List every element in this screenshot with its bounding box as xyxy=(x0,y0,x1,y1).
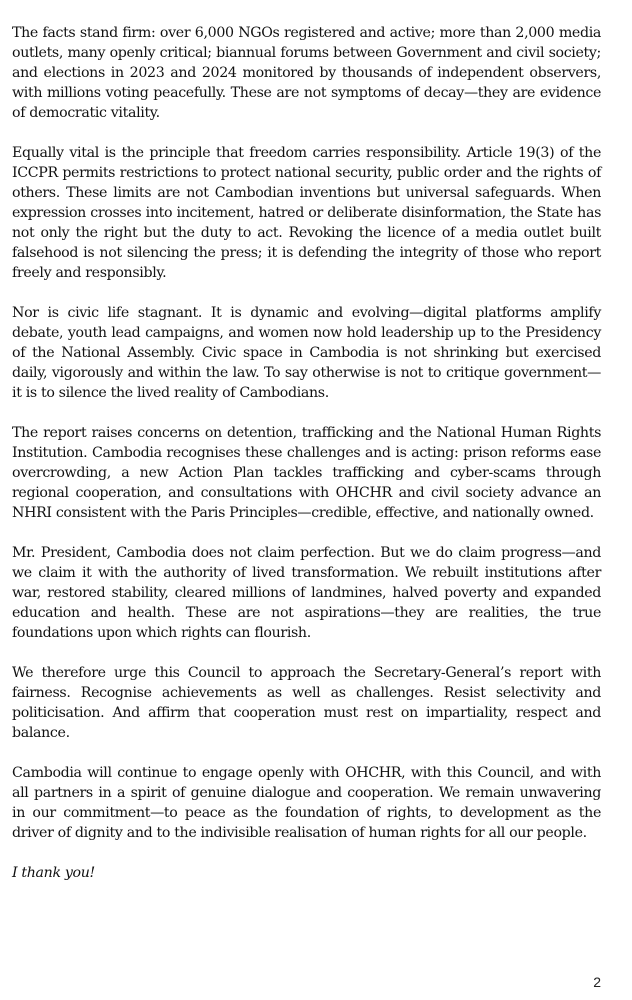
page-number: 2 xyxy=(593,974,601,990)
closing-line: I thank you! xyxy=(12,865,95,881)
paragraph-progress: Mr. President, Cambodia does not claim perfection. But we do claim progress—and we claim it with the authority of lived transformation. We rebuilt institutions after war, restored stability, cleared millions of landmines, halved poverty and expanded education and health. These are not aspirations—they are realities, the true foundations upon which rights can flourish. xyxy=(12,545,601,641)
paragraph-civic-life: Nor is civic life stagnant. It is dynamic and evolving—digital platforms amplify debate, youth lead campaigns, and women now hold leadership up to the Presidency of the National Assembly. Civic space in Cambodia is not shrinking but exercised daily, vigorously and within the law. To say otherwise is not to critique government—it is to silence the lived reality of Cambodians. xyxy=(12,305,601,401)
paragraph-report-concerns: The report raises concerns on detention, trafficking and the National Human Rights Institution. Cambodia recognises these challenges and is acting: prison reforms ease overcrowding, a new Action Plan tackles trafficking and cyber-scams through regional cooperation, and consultations with OHCHR and civil society advance an NHRI consistent with the Paris Principles—credible, effective, and nationally owned. xyxy=(12,425,601,521)
document-body xyxy=(12,23,601,903)
paragraph-urge-council: We therefore urge this Council to approach the Secretary-General’s report with fairness. Recognise achievements as well as challenges. Resist selectivity and politicisation. And affirm that cooperation must rest on impartiality, respect and balance. xyxy=(12,665,601,741)
paragraph-commitment: Cambodia will continue to engage openly with OHCHR, with this Council, and with all partners in a spirit of genuine dialogue and cooperation. We remain unwavering in our commitment—to peace as the foundation of rights, to development as the driver of dignity and to the indivisible realisation of human rights for all our people. xyxy=(12,765,601,841)
paragraph-facts: The facts stand firm: over 6,000 NGOs registered and active; more than 2,000 media outlets, many openly critical; biannual forums between Government and civil society; and elections in 2023 and 2024 monitored by thousands of independent observers, with millions voting peacefully. These are not symptoms of decay—they are evidence of democratic vitality. xyxy=(12,25,601,121)
paragraph-responsibility: Equally vital is the principle that freedom carries responsibility. Article 19(3) of the ICCPR permits restrictions to protect national security, public order and the rights of others. These limits are not Cambodian inventions but universal safeguards. When expression crosses into incitement, hatred or deliberate disinformation, the State has not only the right but the duty to act. Revoking the licence of a media outlet built falsehood is not silencing the press; it is defending the integrity of those who report freely and responsibly. xyxy=(12,145,601,281)
